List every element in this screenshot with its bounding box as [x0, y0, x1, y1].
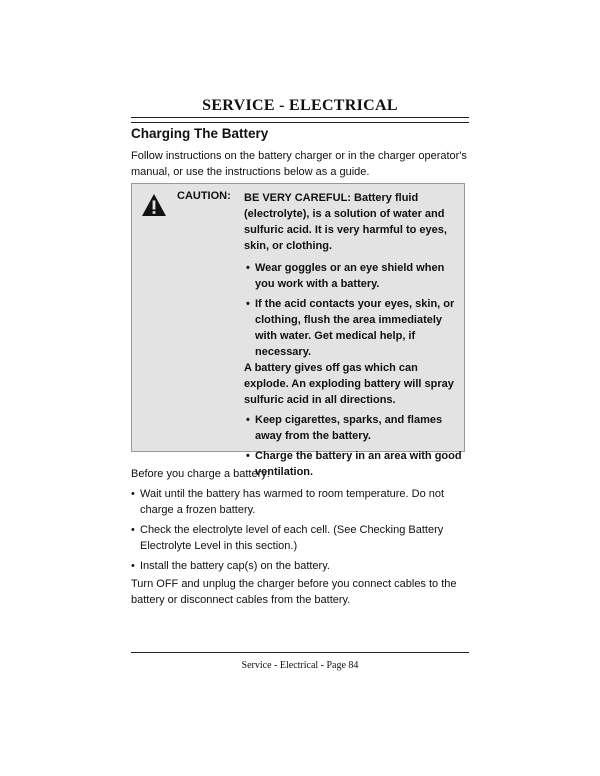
- intro-paragraph: Follow instructions on the battery charger or in the charger operator's manual, or use the instructions below as a guide.: [131, 150, 467, 178]
- before-heading: Before you charge a battery:: [131, 468, 270, 480]
- closing-paragraph: Turn OFF and unplug the charger before you connect cables to the battery or disconnect cables from the battery.: [131, 578, 457, 606]
- caution-paragraph-2: A battery gives off gas which can explode. An exploding battery will spray sulfuric acid in all directions.: [244, 362, 454, 406]
- bullet-dot: •: [246, 298, 250, 310]
- caution-label: CAUTION:: [177, 190, 231, 202]
- section-title: Charging The Battery: [131, 126, 269, 141]
- bullet-dot: •: [246, 450, 250, 462]
- list-item-text: Install the battery cap(s) on the battery.: [140, 560, 330, 572]
- caution-bullet-text: Charge the battery in an area with good ventilation.: [255, 450, 462, 478]
- caution-bullet-text: Keep cigarettes, sparks, and flames away from the battery.: [255, 414, 443, 442]
- caution-bullet-item: [246, 296, 462, 360]
- list-item: [131, 558, 476, 574]
- caution-bullet-item: [246, 412, 462, 444]
- page-footer: Service - Electrical - Page 84: [241, 660, 359, 671]
- bullet-dot: •: [131, 560, 135, 572]
- list-item-text: Check the electrolyte level of each cell. (See Checking Battery Electrolyte Level in this section.): [140, 524, 444, 552]
- header-double-rule: [131, 117, 469, 123]
- caution-bullet-text: Wear goggles or an eye shield when you work with a battery.: [255, 262, 445, 290]
- caution-bullet-text: If the acid contacts your eyes, skin, or clothing, flush the area immediately with water. Get medical help, if necessary.: [255, 298, 455, 358]
- list-item: [131, 486, 476, 518]
- bullet-dot: •: [131, 488, 135, 500]
- bullet-dot: •: [246, 262, 250, 274]
- caution-lead: BE VERY CAREFUL: Battery fluid (electrolyte), is a solution of water and sulfuric acid. It is very harmful to eyes, skin, or clothing.: [244, 192, 447, 252]
- list-item-text: Wait until the battery has warmed to room temperature. Do not charge a frozen battery.: [140, 488, 445, 516]
- caution-body: [244, 190, 462, 480]
- footer-rule: [131, 652, 469, 653]
- list-item: [131, 522, 476, 554]
- bullet-dot: •: [131, 524, 135, 536]
- bullet-dot: •: [246, 414, 250, 426]
- page-header-title: SERVICE - ELECTRICAL: [202, 97, 398, 114]
- warning-triangle-icon: [141, 193, 167, 217]
- caution-bullet-item: [246, 260, 462, 292]
- before-charging-section: [131, 466, 476, 574]
